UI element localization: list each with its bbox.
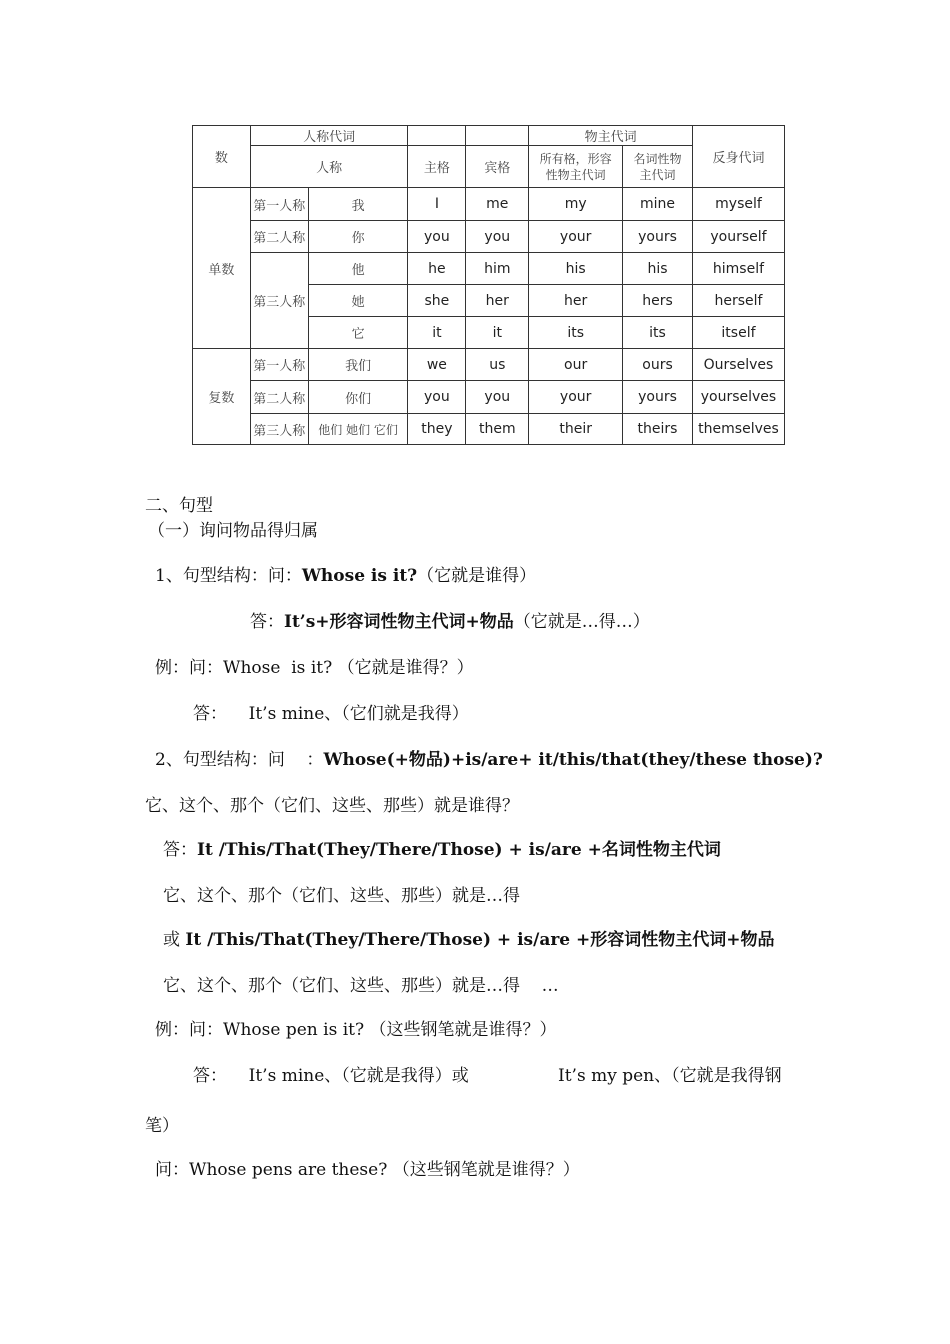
cell-adjective: her: [529, 285, 623, 317]
cell-adjective: its: [529, 317, 623, 349]
cell-reflexive: myself: [692, 188, 784, 221]
cell-noun: its: [623, 317, 693, 349]
header-noun-possessive: 名词性物主代词: [623, 146, 693, 188]
pattern-1-answer: [250, 612, 650, 632]
section-heading: 二、句型: [145, 496, 213, 516]
cell-adjective: your: [529, 221, 623, 253]
pattern-2-answer-b-formula: It /This/That(They/There/Those) + is/are +形容词性物主代词+物品: [185, 930, 775, 950]
pattern-2-meaning: 它、这个、那个（它们、这些、那些）就是谁得？: [145, 796, 519, 816]
cell-subject: I: [408, 188, 466, 221]
pattern-1-answer-meaning: （它就是…得…）: [513, 612, 650, 632]
pattern-2-label: 2、句型结构：问 ：: [155, 750, 324, 770]
example-2-answer-alt-cont: 笔）: [145, 1116, 179, 1136]
cell-subject: we: [408, 349, 466, 381]
cell-subject: you: [408, 221, 466, 253]
example-2-answer-alt: It’s my pen、（它就是我得钢: [558, 1066, 782, 1086]
cell-pronoun: 我: [308, 188, 408, 221]
pattern-2-answer-formula: It /This/That(They/There/Those) + is/are +名词性物主代词: [197, 840, 721, 860]
cell-noun: mine: [623, 188, 693, 221]
cell-object: me: [466, 188, 529, 221]
cell-reflexive: itself: [692, 317, 784, 349]
subsection-heading: （一）询问物品得归属: [148, 521, 318, 541]
cell-adjective: my: [529, 188, 623, 221]
cell-adjective: their: [529, 414, 623, 445]
cell-noun: ours: [623, 349, 693, 381]
cell-subject: he: [408, 253, 466, 285]
table-row: [193, 414, 785, 445]
table-row: [193, 188, 785, 221]
cell-object: us: [466, 349, 529, 381]
pattern-1-answer-label: 答：: [250, 612, 284, 632]
cell-object: you: [466, 221, 529, 253]
cell-person: 第二人称: [250, 221, 308, 253]
pattern-1-question: [155, 566, 536, 586]
group-plural: 复数: [193, 349, 251, 445]
pattern-2-question: [155, 750, 823, 770]
table-row: [193, 381, 785, 414]
example-2-answer: 答： It’s mine、（它就是我得）或: [193, 1066, 469, 1086]
cell-person: 第一人称: [250, 349, 308, 381]
example-1-answer: 答： It’s mine、（它们就是我得）: [193, 704, 469, 724]
header-shu: 数: [193, 126, 251, 188]
cell-noun: theirs: [623, 414, 693, 445]
header-reflexive: 反身代词: [692, 126, 784, 188]
example-2-question: 例：问：Whose pen is it? （这些钢笔就是谁得？）: [155, 1020, 557, 1040]
cell-pronoun: 他们 她们 它们: [308, 414, 408, 445]
header-blank-2: [466, 126, 529, 146]
header-object: 宾格: [466, 146, 529, 188]
table-row: [193, 253, 785, 285]
cell-adjective: your: [529, 381, 623, 414]
pattern-1-meaning: （它就是谁得）: [417, 566, 537, 586]
group-third-person: 第三人称: [250, 253, 308, 349]
cell-subject: she: [408, 285, 466, 317]
cell-object: you: [466, 381, 529, 414]
pronoun-table: [192, 125, 785, 445]
cell-noun: his: [623, 253, 693, 285]
cell-pronoun: 你: [308, 221, 408, 253]
cell-reflexive: himself: [692, 253, 784, 285]
cell-noun: hers: [623, 285, 693, 317]
example-1-question: 例：问：Whose is it? （它就是谁得？）: [155, 658, 474, 678]
cell-pronoun: 我们: [308, 349, 408, 381]
cell-adjective: our: [529, 349, 623, 381]
pattern-1-answer-formula: It’s+形容词性物主代词+物品: [284, 612, 514, 632]
cell-pronoun: 他: [308, 253, 408, 285]
cell-object: them: [466, 414, 529, 445]
header-personal-pronoun: 人称代词: [250, 126, 408, 146]
cell-subject: it: [408, 317, 466, 349]
pattern-2-answer-label: 答：: [163, 840, 197, 860]
table-row: [193, 349, 785, 381]
cell-object: her: [466, 285, 529, 317]
pattern-2-answer-a: [163, 840, 721, 860]
pattern-2-or-label: 或: [163, 930, 186, 950]
cell-noun: yours: [623, 381, 693, 414]
cell-pronoun: 你们: [308, 381, 408, 414]
cell-object: him: [466, 253, 529, 285]
cell-adjective: his: [529, 253, 623, 285]
pattern-1-label: 1、句型结构：问：: [155, 566, 302, 586]
header-blank-1: [408, 126, 466, 146]
cell-person: 第二人称: [250, 381, 308, 414]
cell-subject: they: [408, 414, 466, 445]
pattern-1-formula: Whose is it?: [301, 566, 418, 586]
cell-object: it: [466, 317, 529, 349]
cell-pronoun: 她: [308, 285, 408, 317]
header-possessive: 物主代词: [529, 126, 693, 146]
header-person: 人称: [250, 146, 408, 188]
pattern-2-answer-a-meaning: 它、这个、那个（它们、这些、那些）就是…得: [163, 886, 520, 906]
cell-reflexive: yourself: [692, 221, 784, 253]
cell-pronoun: 它: [308, 317, 408, 349]
cell-reflexive: Ourselves: [692, 349, 784, 381]
cell-reflexive: yourselves: [692, 381, 784, 414]
cell-person: 第三人称: [250, 414, 308, 445]
header-subject: 主格: [408, 146, 466, 188]
cell-subject: you: [408, 381, 466, 414]
cell-person: 第一人称: [250, 188, 308, 221]
cell-noun: yours: [623, 221, 693, 253]
table-row: [193, 221, 785, 253]
example-3-question: 问：Whose pens are these? （这些钢笔就是谁得？）: [155, 1160, 580, 1180]
group-singular: 单数: [193, 188, 251, 349]
header-adjective-possessive: 所有格，形容性物主代词: [529, 146, 623, 188]
cell-reflexive: herself: [692, 285, 784, 317]
pattern-2-answer-b: [163, 930, 775, 950]
pattern-2-formula: Whose(+物品)+is/are+ it/this/that(they/these those)?: [323, 750, 823, 770]
cell-reflexive: themselves: [692, 414, 784, 445]
pattern-2-answer-b-meaning: 它、这个、那个（它们、这些、那些）就是…得 …: [163, 976, 559, 996]
